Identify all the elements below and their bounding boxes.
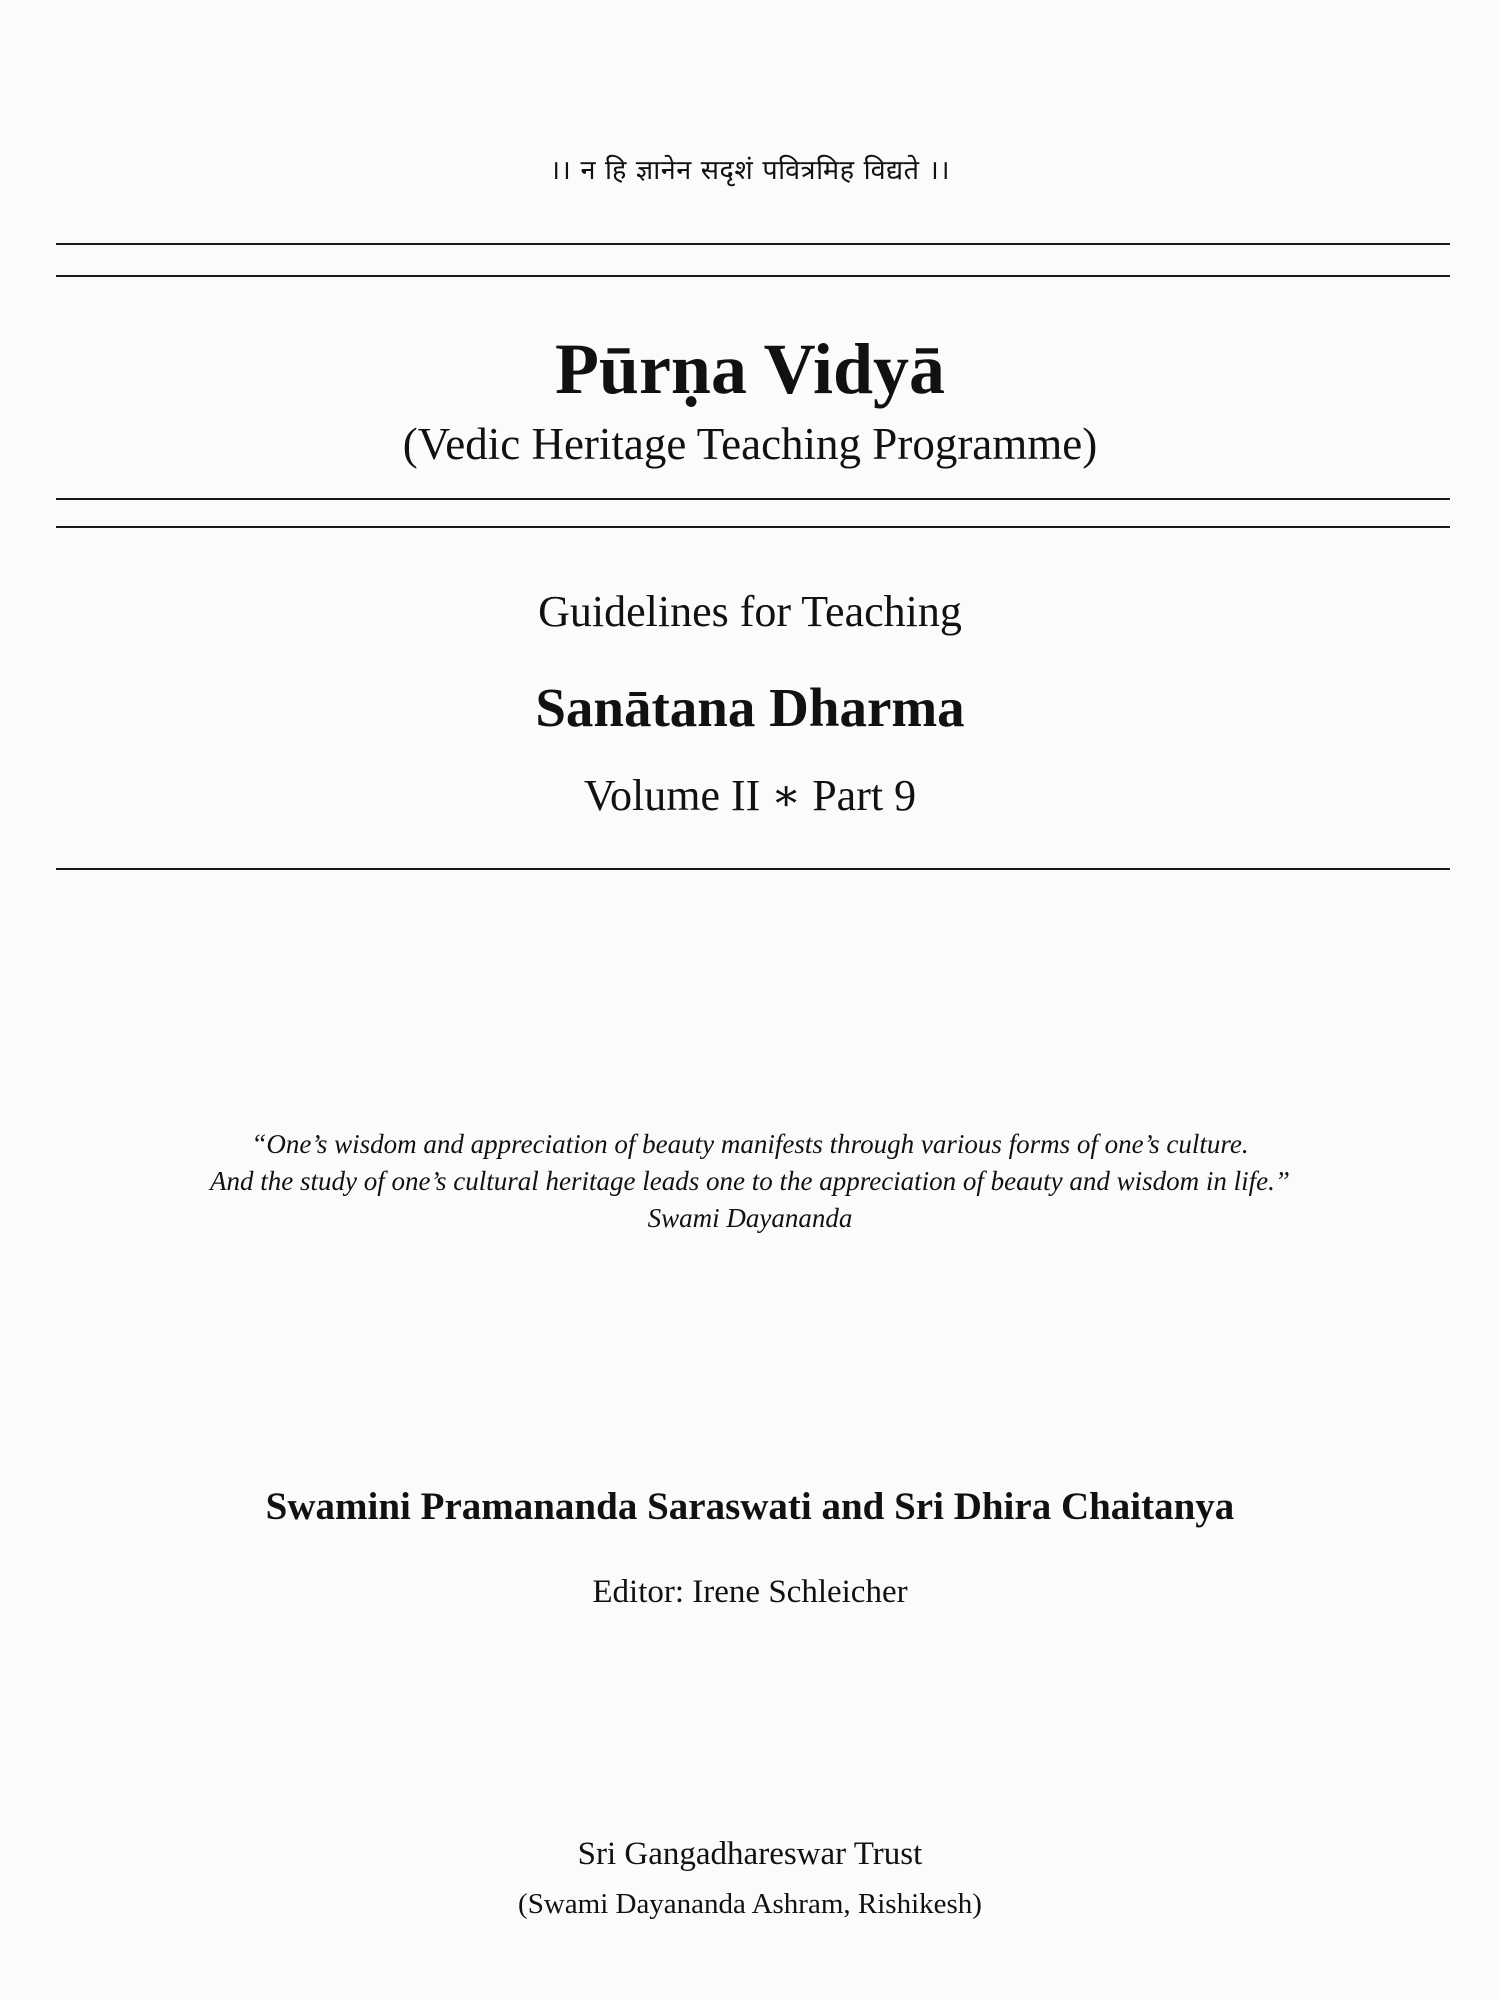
book-title: Pūrṇa Vidyā: [554, 329, 946, 409]
quote-line: And the study of one’s cultural heritage leads one to the appreciation of beauty and wisdom in life.”: [210, 1166, 1290, 1196]
publisher-name: Sri Gangadhareswar Trust: [577, 1836, 923, 1872]
epigraph-quote: [0, 1126, 1500, 1237]
divider-line: [56, 526, 1450, 528]
sanskrit-verse: ।। न हि ज्ञानेन सदृशं पवित्रमिह विद्यते ।।: [549, 155, 951, 186]
editor: Editor: Irene Schleicher: [592, 1574, 908, 1610]
subject-title: Sanātana Dharma: [535, 677, 965, 738]
divider-line: [56, 868, 1450, 870]
divider-line: [56, 275, 1450, 277]
volume-part: Volume II ∗ Part 9: [583, 771, 917, 820]
divider-line: [56, 243, 1450, 245]
authors: Swamini Pramananda Saraswati and Sri Dhira Chaitanya: [265, 1485, 1235, 1528]
book-subtitle: (Vedic Heritage Teaching Programme): [402, 419, 1098, 469]
publisher-location: (Swami Dayananda Ashram, Rishikesh): [518, 1888, 982, 1920]
quote-attribution: Swami Dayananda: [647, 1203, 853, 1233]
divider-line: [56, 498, 1450, 500]
quote-line: “One’s wisdom and appreciation of beauty manifests through various forms of one’s culture.: [251, 1129, 1249, 1159]
guidelines-heading: Guidelines for Teaching: [538, 587, 962, 636]
